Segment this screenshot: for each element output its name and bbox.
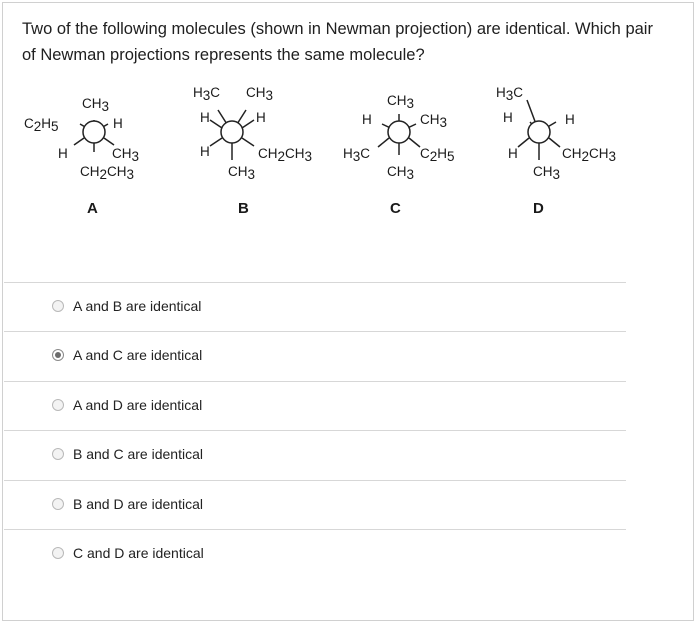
svg-text:H: H bbox=[200, 110, 210, 125]
svg-text:H: H bbox=[565, 112, 575, 127]
newman-projection-d bbox=[496, 85, 616, 217]
answer-option-b-c[interactable] bbox=[52, 443, 203, 465]
answer-option-label: A and C are identical bbox=[73, 347, 203, 363]
answer-option-label: B and C are identical bbox=[73, 446, 203, 462]
option-divider bbox=[4, 430, 626, 431]
molecule-label-b: B bbox=[238, 200, 249, 217]
question-text: Two of the following molecules (shown in Newman projection) are identical. Which pair of Newman projections represents the same molecule? bbox=[22, 20, 653, 64]
answer-option-b-d[interactable] bbox=[52, 493, 203, 515]
option-divider bbox=[4, 381, 626, 382]
answer-option-label: B and D are identical bbox=[73, 496, 203, 512]
radio-button[interactable] bbox=[52, 498, 64, 510]
svg-text:CH3: CH3 bbox=[112, 146, 140, 164]
svg-text:CH2CH3: CH2CH3 bbox=[80, 164, 135, 182]
option-divider bbox=[4, 282, 626, 283]
answer-option-label: A and B are identical bbox=[73, 298, 202, 314]
answer-option-a-d[interactable] bbox=[52, 394, 202, 416]
svg-text:C2H5: C2H5 bbox=[24, 116, 59, 134]
option-divider bbox=[4, 331, 626, 332]
radio-button[interactable] bbox=[52, 399, 64, 411]
svg-text:H3C: H3C bbox=[496, 85, 524, 103]
svg-text:CH2CH3: CH2CH3 bbox=[562, 146, 617, 164]
radio-button-selected[interactable] bbox=[52, 349, 64, 361]
radio-button[interactable] bbox=[52, 547, 64, 559]
svg-text:CH2CH3: CH2CH3 bbox=[258, 146, 313, 164]
molecule-label-d: D bbox=[533, 200, 544, 217]
svg-text:CH3: CH3 bbox=[82, 96, 110, 114]
svg-text:H: H bbox=[113, 116, 123, 131]
answer-option-label: C and D are identical bbox=[73, 545, 204, 561]
svg-text:CH3: CH3 bbox=[387, 164, 415, 182]
svg-text:C2H5: C2H5 bbox=[420, 146, 455, 164]
radio-button[interactable] bbox=[52, 448, 64, 460]
option-divider bbox=[4, 529, 626, 530]
answer-option-a-b[interactable] bbox=[52, 295, 201, 317]
svg-text:CH3: CH3 bbox=[228, 164, 256, 182]
svg-text:CH3: CH3 bbox=[533, 164, 561, 182]
answer-option-a-c[interactable] bbox=[52, 344, 202, 366]
svg-text:H: H bbox=[58, 146, 68, 161]
svg-text:H3C: H3C bbox=[343, 146, 371, 164]
newman-projection-b bbox=[193, 85, 312, 217]
answer-option-label: A and D are identical bbox=[73, 397, 203, 413]
newman-projections bbox=[0, 0, 700, 260]
svg-text:CH3: CH3 bbox=[420, 112, 448, 130]
svg-text:H: H bbox=[362, 112, 372, 127]
newman-projection-c bbox=[343, 93, 455, 217]
svg-text:H3C: H3C bbox=[193, 85, 221, 103]
svg-text:CH3: CH3 bbox=[246, 85, 274, 103]
molecule-label-a: A bbox=[87, 200, 98, 217]
svg-text:CH3: CH3 bbox=[387, 93, 415, 111]
radio-button[interactable] bbox=[52, 300, 64, 312]
svg-text:H: H bbox=[508, 146, 518, 161]
svg-text:H: H bbox=[256, 110, 266, 125]
svg-text:H: H bbox=[503, 110, 513, 125]
newman-projection-a bbox=[24, 96, 139, 217]
molecule-label-c: C bbox=[390, 200, 401, 217]
option-divider bbox=[4, 480, 626, 481]
answer-option-c-d[interactable] bbox=[52, 542, 204, 564]
svg-text:H: H bbox=[200, 144, 210, 159]
